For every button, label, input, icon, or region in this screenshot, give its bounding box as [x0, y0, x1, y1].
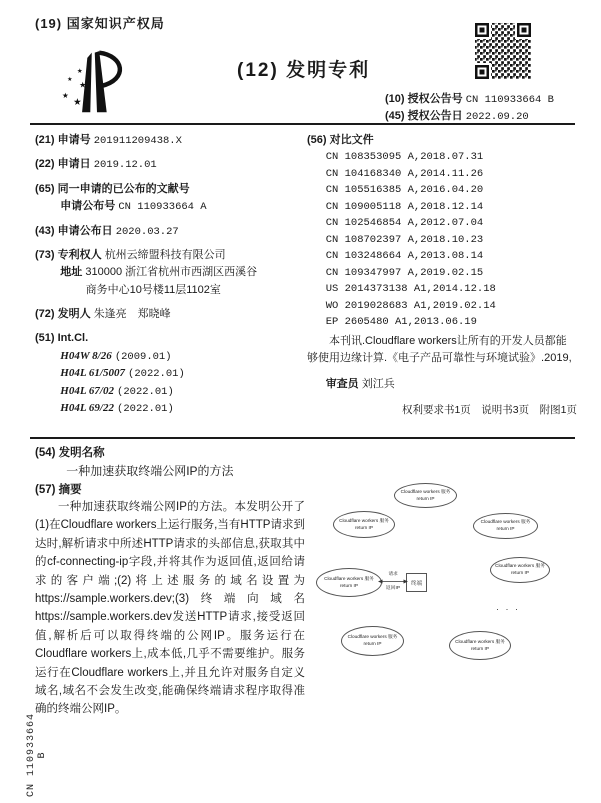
citation-item: US 2014373138 A1,2014.12.18	[325, 283, 496, 296]
worker-node: Cloudflare workers 服务 return IP	[333, 511, 395, 538]
citation-item: CN 103248664 A,2013.08.14	[325, 250, 484, 263]
arrow-return-ip-label: 返回IP	[385, 586, 401, 591]
citation-item: CN 108702397 A,2018.10.23	[325, 233, 484, 246]
invention-title: 一种加速获取终端公网IP的方法	[66, 464, 234, 478]
inventor-names: 朱逢亮 郑晓峰	[93, 308, 171, 320]
prior-publication-row: (65) 同一申请的已公布的文献号 申请公布号 CN 110933664 A	[35, 182, 207, 214]
invention-title-label: (54) 发明名称	[35, 447, 105, 459]
bibliographic-section	[35, 132, 577, 424]
svg-text:★: ★	[76, 67, 83, 75]
application-number-row: (21) 申请号 201911209438.X	[35, 134, 182, 147]
citations-list	[307, 149, 577, 330]
examiner-name: 刘江兵	[361, 378, 395, 391]
ellipsis-more-nodes: · · ·	[496, 604, 520, 614]
office-name: (19) 国家知识产权局	[35, 16, 165, 31]
citation-item: CN 109005118 A,2018.12.14	[325, 200, 484, 213]
side-document-number: CN 110933664 B	[26, 713, 48, 798]
citation-item: CN 105516385 A,2016.04.20	[325, 184, 484, 197]
grant-publication-number	[385, 90, 554, 106]
citation-item: CN 108353095 A,2018.07.31	[325, 151, 484, 164]
cnipa-logo	[58, 40, 133, 122]
grant-date-value: 2022.09.20	[465, 111, 529, 123]
abstract-figure	[310, 480, 585, 715]
classification-item: H04L 67/02 (2022.01)	[60, 384, 174, 398]
int-cl-row: (51) Int.Cl. H04W 8/26 (2009.01) H04L 61/5007 (2022.01) H04L 67/02 (2022.01) H04L 69/22 (2022.01)	[35, 330, 307, 417]
cited-literature: 本刊讯.Cloudflare workers让所有的开发人员都能够使用边缘计算.《电子产品可靠性与环境试验》.2019,	[307, 334, 572, 364]
citation-item: EP 2605480 A1,2013.06.19	[325, 316, 477, 329]
patentee-address-line2: 商务中心10号楼11层1102室	[85, 283, 221, 296]
worker-node: Cloudflare workers 服务 return IP	[341, 626, 404, 656]
abstract-label: (57) 摘要	[35, 484, 82, 496]
worker-node: Cloudflare workers 服务 return IP	[490, 557, 550, 583]
classification-item: H04L 61/5007 (2022.01)	[60, 367, 185, 381]
citations-label: (56) 对比文件	[307, 134, 374, 146]
worker-node: Cloudflare workers 服务 return IP	[449, 631, 511, 660]
grant-publication-date	[385, 107, 529, 123]
examiner-row: 审查员 刘江兵	[325, 378, 395, 391]
abstract-text: 一种加速获取终端公网IP的方法。本发明公开了(1)在Cloudflare workers上运行服务,当有HTTP请求到达时,解析请求中所述HTTP请求的头部信息,获取其中的cf-connecting-ip字段,并将其作为返回值,返回给请求的客户端;(2)将上述服务的域名设置为https://sample.workers.dev;(3)终端向域名https://sample.workers.dev发送HTTP请求,接受返回值,解析后可以取得终端的公网IP。服务运行在Cloudflare workers上,成本低,几乎不需要维护。服务运行在Cloudflare workers上,并且允许对服务自定义域名,域名不会发生改变,能确保终端请求程序取得准确的终端公网IP。	[35, 501, 305, 716]
inventor-row: (72) 发明人 朱逢亮 郑晓峰	[35, 308, 171, 320]
grant-number-value: CN 110933664 B	[465, 94, 554, 106]
app-publication-date-row: (43) 申请公布日 2020.03.27	[35, 224, 179, 238]
biblio-right-column	[307, 132, 577, 424]
grant-number-label: (10) 授权公告号	[385, 93, 463, 105]
citation-item: WO 2019028683 A1,2019.02.14	[325, 299, 496, 312]
worker-node: Cloudflare workers 服务 return IP	[473, 513, 538, 539]
document-type-title: (12) 发明专利	[237, 60, 371, 81]
citation-item: CN 109347997 A,2019.02.15	[325, 266, 484, 279]
svg-text:★: ★	[73, 96, 82, 108]
grant-date-label: (45) 授权公告日	[385, 110, 463, 122]
patentee-name: 杭州云缔盟科技有限公司	[104, 249, 226, 262]
svg-text:★: ★	[67, 77, 73, 83]
application-date-row: (22) 申请日 2019.12.01	[35, 158, 157, 172]
qr-code	[474, 22, 532, 80]
biblio-left-column	[35, 132, 307, 424]
citation-item: CN 102546854 A,2012.07.04	[325, 217, 484, 230]
section-divider	[30, 437, 575, 439]
classification-item: H04W 8/26 (2009.01)	[60, 349, 172, 363]
header-divider	[30, 123, 575, 125]
classification-item: H04L 69/22 (2022.01)	[60, 401, 174, 415]
worker-node: Cloudflare workers 服务 return IP	[316, 568, 382, 597]
worker-node: Cloudflare workers 服务 return IP	[394, 483, 457, 508]
terminal-node: 终端	[406, 573, 427, 592]
svg-text:★: ★	[79, 80, 87, 90]
arrow-request-label: 请求	[388, 572, 398, 577]
patentee-row: (73) 专利权人 杭州云缔盟科技有限公司 地址 310000 浙江省杭州市西湖区西溪谷 商务中心10号楼11层1102室	[35, 247, 307, 299]
citation-item: CN 104168340 A,2014.11.26	[325, 167, 484, 180]
patentee-address-line1: 地址 310000 浙江省杭州市西湖区西溪谷	[60, 266, 258, 279]
svg-text:★: ★	[61, 91, 69, 101]
pages-note: 权利要求书1页 说明书3页 附图1页	[401, 404, 577, 417]
